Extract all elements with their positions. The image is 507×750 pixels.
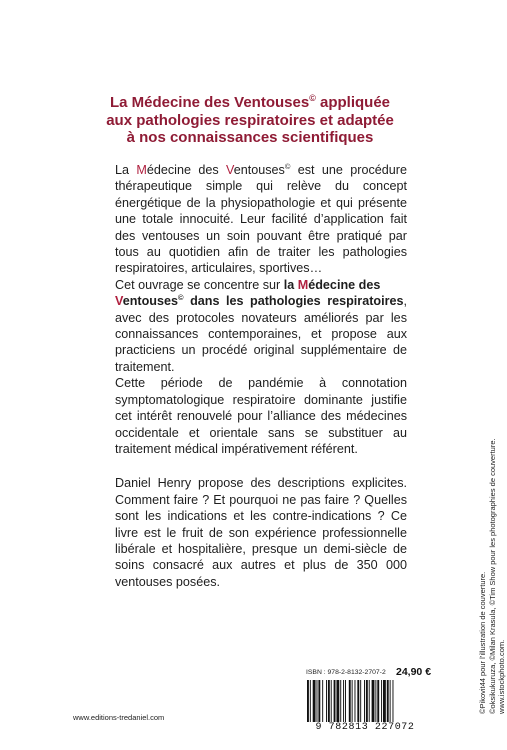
credits-line-2: ©oksikukuruza, ©Milan Krasula, ©Tim Show pour les photographies de couverture. — [487, 438, 497, 714]
title-line-1 — [60, 90, 440, 112]
barcode-bar — [393, 680, 394, 722]
barcode-bar — [318, 680, 320, 722]
paragraph-3: Cette période de pandémie à connotation symptomatologique respiratoire dominante justifie cet intérêt renouvelé pour l’alliance des médecines occidentale et orientale sans se substituer au traitement médical impérativement référent. — [115, 376, 407, 456]
barcode-bar — [307, 680, 309, 722]
barcode-digits: 9 782813 227072 — [315, 722, 415, 733]
photo-credits — [478, 384, 507, 714]
barcode-bar — [340, 680, 341, 722]
credits-line-1: ©Pikovit44 pour l’illustration de couverture. — [478, 571, 487, 714]
p1-medecine: édecine des — [146, 163, 227, 177]
title-line-1a: La Médecine des Ventouses — [109, 94, 310, 111]
paragraph-2 — [115, 277, 407, 375]
barcode-bar — [372, 680, 375, 722]
barcode-bar — [345, 680, 346, 722]
paragraph-1 — [115, 162, 407, 277]
p2-rest: , avec des protocoles novateurs améliorés par les connaissances contemporaines, et propose aux practiciens un procédé original supplémentaire de traitement. — [115, 294, 407, 374]
barcode-bar — [334, 680, 336, 722]
barcode-bar — [336, 680, 339, 722]
p2-initial-v: V — [115, 294, 123, 309]
p1-ventouses: entouses — [233, 163, 285, 177]
title-line-3: à nos connaissances scientifiques — [126, 129, 374, 146]
barcode-bar — [331, 680, 332, 722]
barcode-bar — [387, 680, 389, 722]
barcode-bar — [328, 680, 330, 722]
barcode-bar — [317, 680, 318, 722]
p2-initial-m: M — [297, 277, 309, 292]
barcode-bar — [326, 680, 327, 722]
barcode-bar — [310, 680, 311, 722]
p2-copyright-mark: © — [178, 293, 184, 303]
p1-copyright-mark: © — [284, 161, 291, 171]
barcode-bar — [369, 680, 370, 722]
p2-la: la — [283, 277, 298, 292]
price-label: 24,90 € — [396, 666, 432, 678]
p2-ventouses: entouses — [122, 294, 179, 309]
p2-bold-rest: dans les pathologies respiratoires — [183, 294, 404, 309]
barcode-bar — [322, 680, 323, 722]
barcode — [305, 680, 425, 722]
p1-rest: est une procédure thérapeutique simple qui relève du concept énergétique de la physiopathologie et qui présente une totale innocuité. Leur facilité d’application fait des ventouses un soin pouvant être pratiqué par tous au quotidien afin de traiter les pathologies respiratoires, articulaires, sportives… — [115, 163, 407, 276]
copyright-mark: © — [309, 93, 316, 103]
p1-la: La — [115, 163, 137, 177]
barcode-bar — [364, 680, 365, 722]
barcode-bar — [390, 680, 391, 722]
barcode-bar — [383, 680, 386, 722]
paragraph-4: Daniel Henry propose des descriptions explicites. Comment faire ? Et pourquoi ne pas faire ? Quelles sont les indications et les contre-indications ? Ce livre est le fruit de son expérience professionnelle libérale et hospitalière, presque un demi-siècle de soins consacré aux autres et plus de 350 000 ventouses posées. — [115, 476, 407, 589]
p2-medecine: édecine des — [308, 277, 381, 292]
credits-line-3: www.istockphoto.com. — [497, 639, 506, 714]
barcode-bar — [377, 680, 379, 722]
barcode-bar — [355, 680, 356, 722]
p2-intro: Cet ouvrage se concentre sur — [115, 277, 284, 292]
back-cover-text — [115, 162, 407, 590]
barcode-bar — [375, 680, 376, 722]
isbn-label: ISBN : 978-2-8132-2707-2 — [306, 669, 386, 676]
p1-initial-m: M — [136, 163, 147, 177]
p1-initial-v: V — [226, 163, 234, 177]
barcode-bar — [366, 680, 368, 722]
title-line-2: aux pathologies respiratoires et adaptée — [106, 111, 394, 129]
title-line-1b: appliquée — [315, 94, 391, 111]
publisher-website: www.editions-tredaniel.com — [73, 713, 165, 722]
barcode-bar — [357, 680, 359, 722]
barcode-bar — [381, 680, 382, 722]
barcode-bar — [343, 680, 344, 722]
barcode-bar — [360, 680, 361, 722]
barcode-bar — [352, 680, 353, 722]
barcode-bar — [313, 680, 316, 722]
book-title — [60, 90, 440, 147]
barcode-bar — [349, 680, 351, 722]
